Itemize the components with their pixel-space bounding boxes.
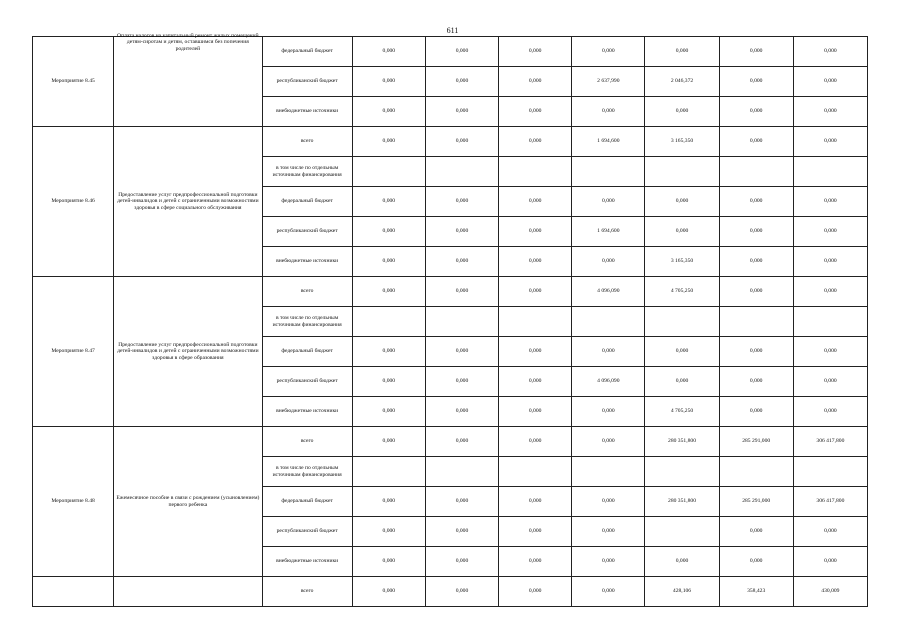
value-cell: 1 694,600 (572, 127, 645, 157)
activity-cell: Мероприятие 8.46 (33, 127, 114, 277)
source-cell: всего (262, 577, 352, 607)
activity-cell (33, 577, 114, 607)
value-cell: 0,000 (499, 487, 572, 517)
source-cell: республиканский бюджет (262, 67, 352, 97)
value-cell: 0,000 (499, 127, 572, 157)
value-cell (425, 457, 498, 487)
description-cell: Предоставление услуг предпрофессиональной подготовки детей-инвалидов и детей с ограниченными возможностями здоровья в сфере образования (114, 277, 262, 427)
value-cell: 0,000 (572, 487, 645, 517)
value-cell: 0,000 (425, 427, 498, 457)
budget-table (32, 33, 868, 607)
value-cell: 0,000 (425, 367, 498, 397)
value-cell: 0,000 (425, 277, 498, 307)
value-cell: 0,000 (645, 217, 719, 247)
value-cell (645, 517, 719, 547)
value-cell: 0,000 (352, 127, 425, 157)
value-cell: 0,000 (499, 277, 572, 307)
value-cell: 280 351,800 (645, 427, 719, 457)
source-cell: в том числе по отдельным источникам финансирования (262, 307, 352, 337)
value-cell: 0,000 (793, 187, 867, 217)
value-cell: 0,000 (352, 67, 425, 97)
value-cell: 0,000 (793, 367, 867, 397)
table-row (33, 577, 868, 607)
value-cell (499, 157, 572, 187)
value-cell: 0,000 (425, 37, 498, 67)
value-cell: 0,000 (645, 337, 719, 367)
value-cell: 0,000 (572, 97, 645, 127)
value-cell: 0,000 (352, 247, 425, 277)
value-cell: 0,000 (499, 577, 572, 607)
table-body (33, 33, 868, 607)
source-cell: внебюджетные источники (262, 97, 352, 127)
source-cell: федеральный бюджет (262, 187, 352, 217)
value-cell: 0,000 (499, 187, 572, 217)
value-cell: 285 291,000 (719, 487, 793, 517)
source-cell: всего (262, 427, 352, 457)
value-cell: 0,000 (719, 247, 793, 277)
value-cell: 0,000 (425, 217, 498, 247)
value-cell: 0,000 (352, 487, 425, 517)
value-cell: 0,000 (352, 97, 425, 127)
value-cell: 0,000 (793, 337, 867, 367)
value-cell: 1 694,600 (572, 217, 645, 247)
source-cell: федеральный бюджет (262, 337, 352, 367)
value-cell: 3 165,350 (645, 247, 719, 277)
value-cell: 0,000 (572, 517, 645, 547)
value-cell: 0,000 (425, 247, 498, 277)
value-cell (719, 157, 793, 187)
value-cell: 0,000 (425, 577, 498, 607)
description-cell (114, 577, 262, 607)
value-cell: 0,000 (793, 277, 867, 307)
table-row (33, 127, 868, 157)
value-cell: 0,000 (499, 337, 572, 367)
value-cell (352, 307, 425, 337)
value-cell: 0,000 (352, 517, 425, 547)
value-cell: 0,000 (499, 427, 572, 457)
value-cell: 0,000 (719, 547, 793, 577)
value-cell: 0,000 (572, 547, 645, 577)
value-cell: 0,000 (572, 577, 645, 607)
source-cell: внебюджетные источники (262, 547, 352, 577)
value-cell: 3 165,350 (645, 127, 719, 157)
value-cell: 0,000 (719, 127, 793, 157)
value-cell: 0,000 (719, 517, 793, 547)
value-cell: 0,000 (352, 547, 425, 577)
value-cell (499, 457, 572, 487)
source-cell: федеральный бюджет (262, 487, 352, 517)
description-text: Оплата налогов на капитальный ремонт жилых помещений детям-сиротам и детям, оставшимся без попечения родителей (117, 33, 259, 52)
value-cell: 0,000 (425, 67, 498, 97)
value-cell: 0,000 (499, 397, 572, 427)
value-cell: 0,000 (425, 517, 498, 547)
value-cell (352, 157, 425, 187)
value-cell: 2 637,990 (572, 67, 645, 97)
table-row (33, 37, 868, 67)
value-cell (645, 307, 719, 337)
value-cell: 0,000 (572, 427, 645, 457)
source-cell: всего (262, 127, 352, 157)
source-cell: федеральный бюджет (262, 37, 352, 67)
value-cell: 0,000 (499, 217, 572, 247)
source-cell: республиканский бюджет (262, 367, 352, 397)
value-cell: 0,000 (645, 367, 719, 397)
source-cell: в том числе по отдельным источникам финансирования (262, 157, 352, 187)
value-cell (793, 457, 867, 487)
value-cell: 0,000 (352, 397, 425, 427)
value-cell: 0,000 (719, 337, 793, 367)
value-cell: 0,000 (793, 547, 867, 577)
value-cell: 0,000 (645, 547, 719, 577)
value-cell: 0,000 (719, 187, 793, 217)
value-cell: 0,000 (425, 127, 498, 157)
value-cell (499, 307, 572, 337)
value-cell: 0,000 (572, 337, 645, 367)
value-cell: 428,106 (645, 577, 719, 607)
value-cell: 0,000 (793, 397, 867, 427)
value-cell: 0,000 (793, 517, 867, 547)
value-cell: 4 096,090 (572, 277, 645, 307)
source-cell: внебюджетные источники (262, 397, 352, 427)
value-cell: 306 417,800 (793, 487, 867, 517)
activity-cell: Мероприятие 8.45 (33, 37, 114, 127)
activity-cell: Мероприятие 8.48 (33, 427, 114, 577)
value-cell: 0,000 (793, 97, 867, 127)
value-cell: 0,000 (719, 97, 793, 127)
value-cell: 0,000 (425, 397, 498, 427)
value-cell: 0,000 (352, 217, 425, 247)
source-cell: республиканский бюджет (262, 217, 352, 247)
value-cell: 285 291,000 (719, 427, 793, 457)
value-cell: 0,000 (793, 217, 867, 247)
value-cell: 0,000 (499, 247, 572, 277)
value-cell: 0,000 (352, 577, 425, 607)
value-cell: 0,000 (719, 37, 793, 67)
description-cell (114, 33, 262, 127)
description-cell: Ежемесячное пособие в связи с рождением (усыновлением) первого ребенка (114, 427, 262, 577)
value-cell: 0,000 (793, 67, 867, 97)
source-cell: республиканский бюджет (262, 517, 352, 547)
value-cell: 0,000 (793, 37, 867, 67)
value-cell (645, 157, 719, 187)
value-cell: 0,000 (352, 277, 425, 307)
value-cell (793, 307, 867, 337)
page-number: 611 (446, 26, 459, 35)
description-cell: Предоставление услуг предпрофессиональной подготовки детей-инвалидов и детей с ограниченными возможностями здоровья в сфере социального обслуживания (114, 127, 262, 277)
value-cell: 0,000 (572, 397, 645, 427)
value-cell: 0,000 (645, 187, 719, 217)
value-cell: 0,000 (793, 127, 867, 157)
value-cell: 0,000 (425, 547, 498, 577)
value-cell (352, 457, 425, 487)
value-cell: 0,000 (499, 517, 572, 547)
value-cell: 0,000 (719, 217, 793, 247)
value-cell: 0,000 (425, 187, 498, 217)
value-cell (645, 457, 719, 487)
value-cell (425, 307, 498, 337)
value-cell: 0,000 (425, 337, 498, 367)
value-cell: 280 351,800 (645, 487, 719, 517)
table-row (33, 427, 868, 457)
value-cell: 4 096,090 (572, 367, 645, 397)
value-cell: 2 046,372 (645, 67, 719, 97)
value-cell: 0,000 (352, 337, 425, 367)
value-cell: 4 705,250 (645, 277, 719, 307)
value-cell: 0,000 (572, 247, 645, 277)
value-cell: 306 417,800 (793, 427, 867, 457)
value-cell: 0,000 (719, 67, 793, 97)
value-cell: 0,000 (572, 187, 645, 217)
activity-cell: Мероприятие 8.47 (33, 277, 114, 427)
value-cell: 0,000 (719, 277, 793, 307)
value-cell: 0,000 (425, 487, 498, 517)
value-cell: 0,000 (645, 97, 719, 127)
value-cell: 0,000 (719, 397, 793, 427)
value-cell: 0,000 (572, 37, 645, 67)
value-cell: 0,000 (719, 367, 793, 397)
source-cell: внебюджетные источники (262, 247, 352, 277)
table-row (33, 277, 868, 307)
value-cell (793, 157, 867, 187)
value-cell (719, 307, 793, 337)
value-cell (572, 157, 645, 187)
value-cell (425, 157, 498, 187)
value-cell (572, 457, 645, 487)
source-cell: в том числе по отдельным источникам финансирования (262, 457, 352, 487)
value-cell: 430,009 (793, 577, 867, 607)
value-cell: 0,000 (793, 247, 867, 277)
value-cell: 0,000 (352, 187, 425, 217)
value-cell: 0,000 (499, 37, 572, 67)
value-cell: 358,423 (719, 577, 793, 607)
value-cell: 0,000 (499, 67, 572, 97)
value-cell: 0,000 (352, 427, 425, 457)
value-cell: 4 705,250 (645, 397, 719, 427)
value-cell: 0,000 (499, 97, 572, 127)
value-cell (719, 457, 793, 487)
value-cell (572, 307, 645, 337)
value-cell: 0,000 (352, 37, 425, 67)
value-cell: 0,000 (499, 547, 572, 577)
value-cell: 0,000 (645, 37, 719, 67)
value-cell: 0,000 (499, 367, 572, 397)
value-cell: 0,000 (425, 97, 498, 127)
value-cell: 0,000 (352, 367, 425, 397)
source-cell: всего (262, 277, 352, 307)
